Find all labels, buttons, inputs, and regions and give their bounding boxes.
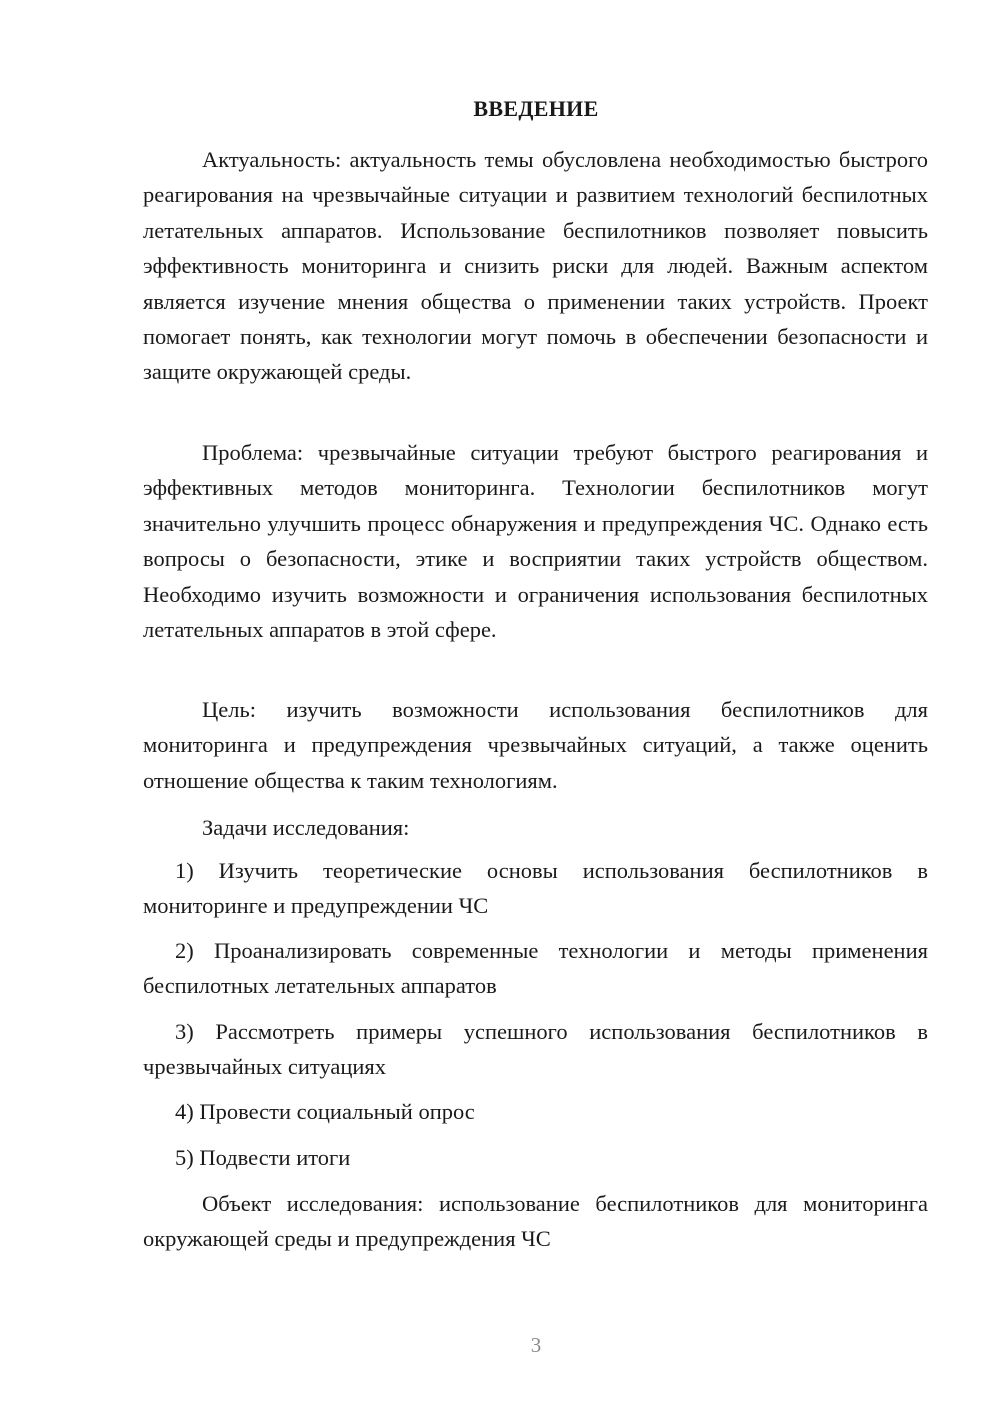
paragraph-relevance: Актуальность: актуальность темы обусловлена необходимостью быстрого реагирования на чрезвычайные ситуации и развитием технологий беспилотных летательных аппаратов. Использование беспилотников позволяет повысить эффективность мониторинга и снизить риски для людей. Важным аспектом является изучение мнения общества о применении таких устройств. Проект помогает понять, как технологии могут помочь в обеспечении безопасности и защите окружающей среды. [143,147,928,385]
paragraph-object: Объект исследования: использование беспилотников для мониторинга окружающей среды и предупреждения ЧС [143,1191,928,1252]
task-item-5: 5) Подвести итоги [175,1145,351,1170]
tasks-heading: Задачи исследования: [202,815,410,840]
paragraph-problem: Проблема: чрезвычайные ситуации требуют быстрого реагирования и эффективных методов мониторинга. Технологии беспилотников могут значительно улучшить процесс обнаружения и предупреждения ЧС. Однако есть вопросы о безопасности, этике и восприятии таких устройств обществом. Необходимо изучить возможности и ограничения использования беспилотных летательных аппаратов в этой сфере. [143,440,928,643]
task-item-3: 3) Рассмотреть примеры успешного использования беспилотников в чрезвычайных ситуациях [143,1019,928,1080]
paragraph-goal: Цель: изучить возможности использования беспилотников для мониторинга и предупреждения чрезвычайных ситуаций, а также оценить отношение общества к таким технологиям. [143,697,928,793]
task-item-4: 4) Провести социальный опрос [175,1099,475,1124]
task-item-1: 1) Изучить теоретические основы использования беспилотников в мониторинге и предупреждении ЧС [143,858,928,919]
task-item-2: 2) Проанализировать современные технологии и методы применения беспилотных летательных аппаратов [143,938,928,999]
page-title: ВВЕДЕНИЕ [473,96,599,121]
page-number: 3 [530,1333,542,1357]
